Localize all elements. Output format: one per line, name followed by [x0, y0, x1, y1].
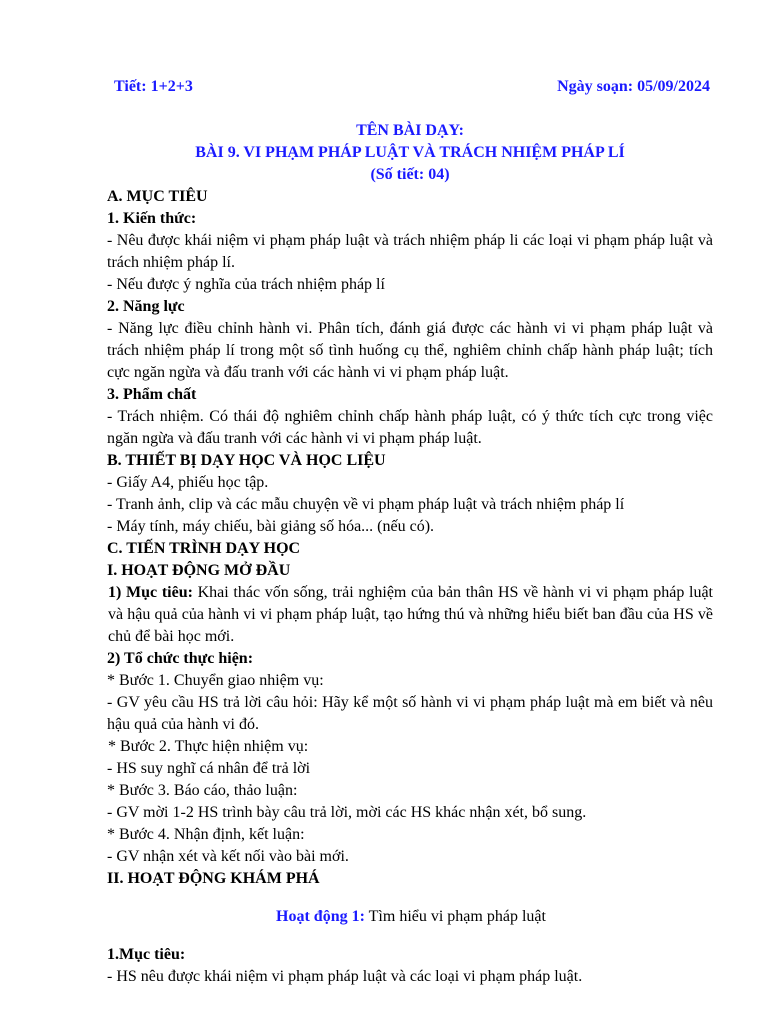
list-item: - Tranh ảnh, clip và các mẫu chuyện về vi phạm pháp luật và trách nhiệm pháp lí: [107, 496, 625, 513]
section-a-heading: A. MỤC TIÊU: [107, 188, 208, 205]
lesson-title: BÀI 9. VI PHẠM PHÁP LUẬT VÀ TRÁCH NHIỆM PHÁP LÍ: [195, 144, 625, 161]
document-header: [107, 74, 713, 102]
title-block: [107, 120, 713, 186]
activity-2-objective-text: - HS nêu được khái niệm vi phạm pháp luật và các loại vi phạm pháp luật.: [107, 968, 583, 985]
organize-heading: 2) Tổ chức thực hiện:: [107, 650, 254, 667]
step-4-text: - GV nhận xét và kết nối vào bài mới.: [107, 848, 349, 865]
knowledge-para-2: - Nếu được ý nghĩa của trách nhiệm pháp lí: [107, 276, 385, 293]
step-3-text: - GV mời 1-2 HS trình bày câu trả lời, mời các HS khác nhận xét, bổ sung.: [107, 804, 587, 821]
activity-2-sub-heading: [109, 906, 713, 928]
list-item: - Máy tính, máy chiếu, bài giảng số hóa... (nếu có).: [107, 518, 435, 535]
step-1-text: - GV yêu cầu HS trả lời câu hỏi: Hãy kể một số hành vi vi phạm pháp luật mà em biết và nêu hậu quả của hành vi đó.: [107, 694, 713, 733]
knowledge-heading: 1. Kiến thức:: [107, 210, 197, 227]
quality-heading: 3. Phẩm chất: [107, 386, 197, 403]
step-2-label: * Bước 2. Thực hiện nhiệm vụ:: [108, 738, 309, 755]
step-4-label: * Bước 4. Nhận định, kết luận:: [107, 826, 305, 843]
objective-text: Khai thác vốn sống, trải nghiệm của bản thân HS về hành vi vi phạm pháp luật và hậu quả của hành vi vi phạm pháp luật, tạo hứng thú và những hiểu biết ban đầu của HS về chủ để bài học mới.: [108, 584, 714, 645]
sub-activity-label: Hoạt động 1:: [276, 908, 365, 925]
lesson-title-label: TÊN BÀI DẠY:: [356, 122, 464, 139]
objective-label: 1) Mục tiêu:: [108, 584, 193, 601]
step-3-label: * Bước 3. Báo cáo, thảo luận:: [107, 782, 298, 799]
list-item: - Giấy A4, phiếu học tập.: [107, 474, 269, 491]
activity-1-objective: [107, 582, 713, 648]
competence-heading: 2. Năng lực: [107, 298, 185, 315]
lesson-periods: (Số tiết: 04): [370, 166, 450, 183]
activity-2-heading: II. HOẠT ĐỘNG KHÁM PHÁ: [107, 870, 320, 887]
period-label: Tiết: 1+2+3: [114, 78, 193, 95]
competence-para-1: - Năng lực điều chỉnh hành vi. Phân tích, đánh giá được các hành vi vi phạm pháp luật và trách nhiệm pháp lí trong một số tình huống cụ thể, nghiêm chỉnh chấp hành pháp luật; tích cực ngăn ngừa và đấu tranh với các hành vi vi phạm pháp luật.: [107, 320, 713, 381]
knowledge-para-1: - Nêu được khái niệm vi phạm pháp luật và trách nhiệm pháp li các loại vi phạm pháp luật và trách nhiệm pháp lí.: [107, 232, 713, 271]
activity-2-objective-heading: 1.Mục tiêu:: [107, 946, 186, 963]
document-page: [107, 74, 713, 988]
sub-activity-text: Tìm hiểu vi phạm pháp luật: [364, 908, 546, 925]
section-c-heading: C. TIẾN TRÌNH DẠY HỌC: [107, 540, 301, 557]
section-b-heading: B. THIẾT BỊ DẠY HỌC VÀ HỌC LIỆU: [107, 452, 386, 469]
activity-1-heading: I. HOẠT ĐỘNG MỞ ĐẦU: [107, 562, 291, 579]
step-1-label: * Bước 1. Chuyển giao nhiệm vụ:: [107, 672, 324, 689]
quality-para-1: - Trách nhiệm. Có thái độ nghiêm chỉnh chấp hành pháp luật, có ý thức tích cực trong việc ngăn ngừa và đấu tranh với các hành vi vi phạm pháp luật.: [107, 408, 713, 447]
prepared-date: Ngày soạn: 05/09/2024: [557, 78, 710, 95]
step-2-text: - HS suy nghĩ cá nhân để trả lời: [107, 760, 311, 777]
